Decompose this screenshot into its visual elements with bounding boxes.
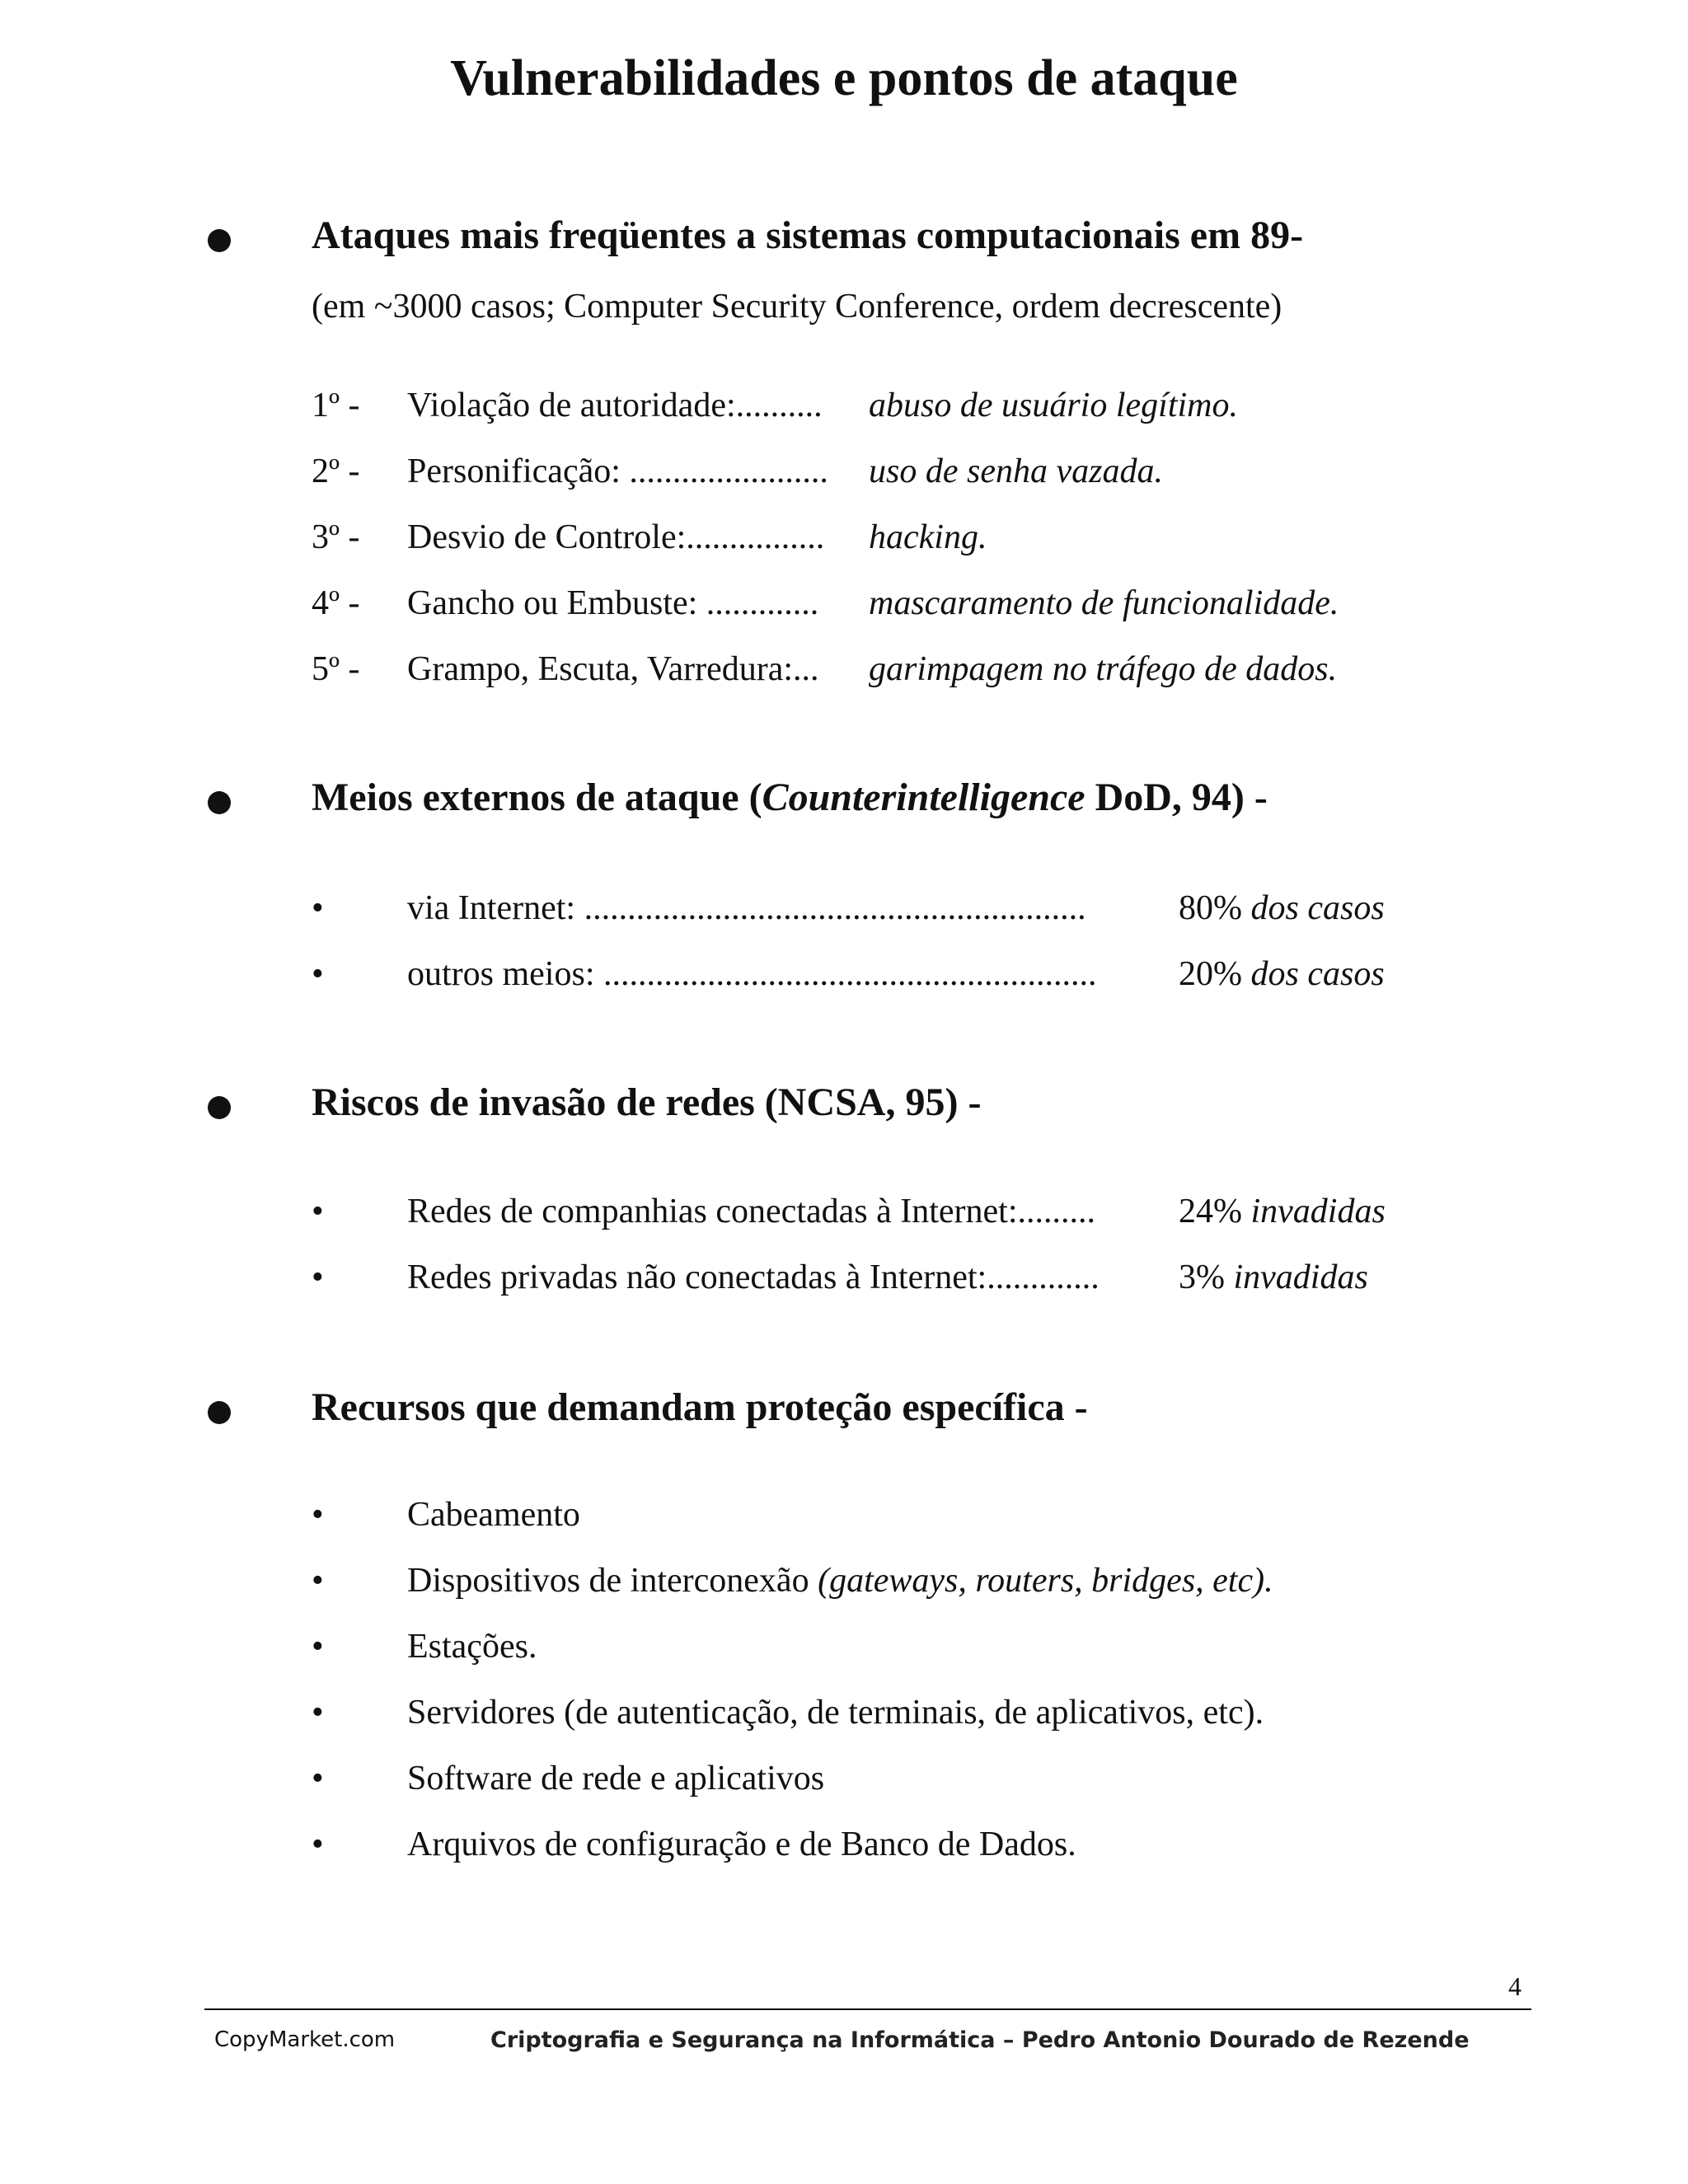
resource-item: Software de rede e aplicativos — [407, 1760, 825, 1797]
rank-number: 1º - — [312, 387, 360, 424]
rank-description: uso de senha vazada. — [869, 452, 1163, 490]
rank-label: Violação de autoridade:.......... — [407, 387, 823, 424]
rank-description: hacking. — [869, 518, 987, 556]
resource-item: Estações. — [407, 1628, 537, 1666]
footer-site: CopyMarket.com — [214, 2027, 396, 2052]
resource-item: Cabeamento — [407, 1496, 580, 1534]
bullet-icon: • — [312, 1496, 324, 1534]
heading-text: DoD, 94) - — [1085, 776, 1268, 819]
percent-unit: invadidas — [1242, 1193, 1386, 1230]
resource-item — [407, 1561, 1273, 1601]
percent-unit: dos casos — [1242, 889, 1385, 927]
rank-description: garimpagem no tráfego de dados. — [869, 650, 1338, 688]
section-bullet-icon — [208, 1096, 231, 1119]
bullet-icon: • — [312, 1694, 324, 1732]
rank-label: Gancho ou Embuste: ............. — [407, 584, 819, 622]
heading-emphasis: Counterintelligence — [762, 776, 1085, 819]
section-heading-external-means — [312, 775, 1268, 820]
item-value — [1179, 954, 1385, 994]
section-heading-protected-resources: Recursos que demandam proteção específica - — [312, 1385, 1088, 1429]
rank-description: mascaramento de funcionalidade. — [869, 584, 1339, 622]
rank-label: Grampo, Escuta, Varredura:... — [407, 650, 819, 688]
resource-emphasis: (gateways, routers, bridges, etc). — [818, 1562, 1273, 1600]
section-subtitle: (em ~3000 casos; Computer Security Conference, ordem decrescente) — [312, 288, 1282, 326]
rank-description: abuso de usuário legítimo. — [869, 387, 1238, 424]
rank-number: 2º - — [312, 452, 360, 490]
section-bullet-icon — [208, 791, 231, 814]
bullet-icon: • — [312, 955, 324, 993]
rank-number: 3º - — [312, 518, 360, 556]
item-label: outros meios: ......................................................... — [407, 955, 1097, 993]
rank-number: 4º - — [312, 584, 360, 622]
percent-unit: invadidas — [1225, 1258, 1368, 1296]
percent-unit: dos casos — [1242, 955, 1385, 993]
bullet-icon: • — [312, 1193, 324, 1230]
rank-label: Desvio de Controle:................ — [407, 518, 825, 556]
item-value — [1179, 1192, 1386, 1231]
resource-text: Dispositivos de interconexão — [407, 1562, 818, 1600]
percent-value: 80% — [1179, 889, 1242, 927]
item-value — [1179, 1258, 1368, 1297]
page-number: 4 — [1508, 1971, 1522, 2001]
rank-number: 5º - — [312, 650, 360, 688]
section-heading-attacks: Ataques mais freqüentes a sistemas computacionais em 89- — [312, 213, 1304, 257]
item-label: Redes de companhias conectadas à Internet:......... — [407, 1193, 1096, 1230]
percent-value: 24% — [1179, 1193, 1242, 1230]
item-value — [1179, 888, 1385, 928]
bullet-icon: • — [312, 1562, 324, 1600]
heading-text: Meios externos de ataque ( — [312, 776, 762, 819]
percent-value: 20% — [1179, 955, 1242, 993]
bullet-icon: • — [312, 1760, 324, 1797]
section-bullet-icon — [208, 229, 231, 252]
bullet-icon: • — [312, 1825, 324, 1863]
item-label: via Internet: .......................................................... — [407, 889, 1086, 927]
resource-item: Servidores (de autenticação, de terminais, de aplicativos, etc). — [407, 1694, 1264, 1732]
bullet-icon: • — [312, 1628, 324, 1666]
footer-divider — [204, 2008, 1531, 2010]
page-title: Vulnerabilidades e pontos de ataque — [450, 50, 1238, 106]
percent-value: 3% — [1179, 1258, 1225, 1296]
resource-item: Arquivos de configuração e de Banco de Dados. — [407, 1825, 1076, 1863]
rank-label: Personificação: ....................... — [407, 452, 828, 490]
section-heading-network-risks: Riscos de invasão de redes (NCSA, 95) - — [312, 1080, 982, 1124]
bullet-icon: • — [312, 1258, 324, 1296]
item-label: Redes privadas não conectadas à Internet:............. — [407, 1258, 1100, 1296]
bullet-icon: • — [312, 889, 324, 927]
section-bullet-icon — [208, 1401, 231, 1424]
footer-book-title: Criptografia e Segurança na Informática – Pedro Antonio Dourado de Rezende — [490, 2027, 1470, 2053]
